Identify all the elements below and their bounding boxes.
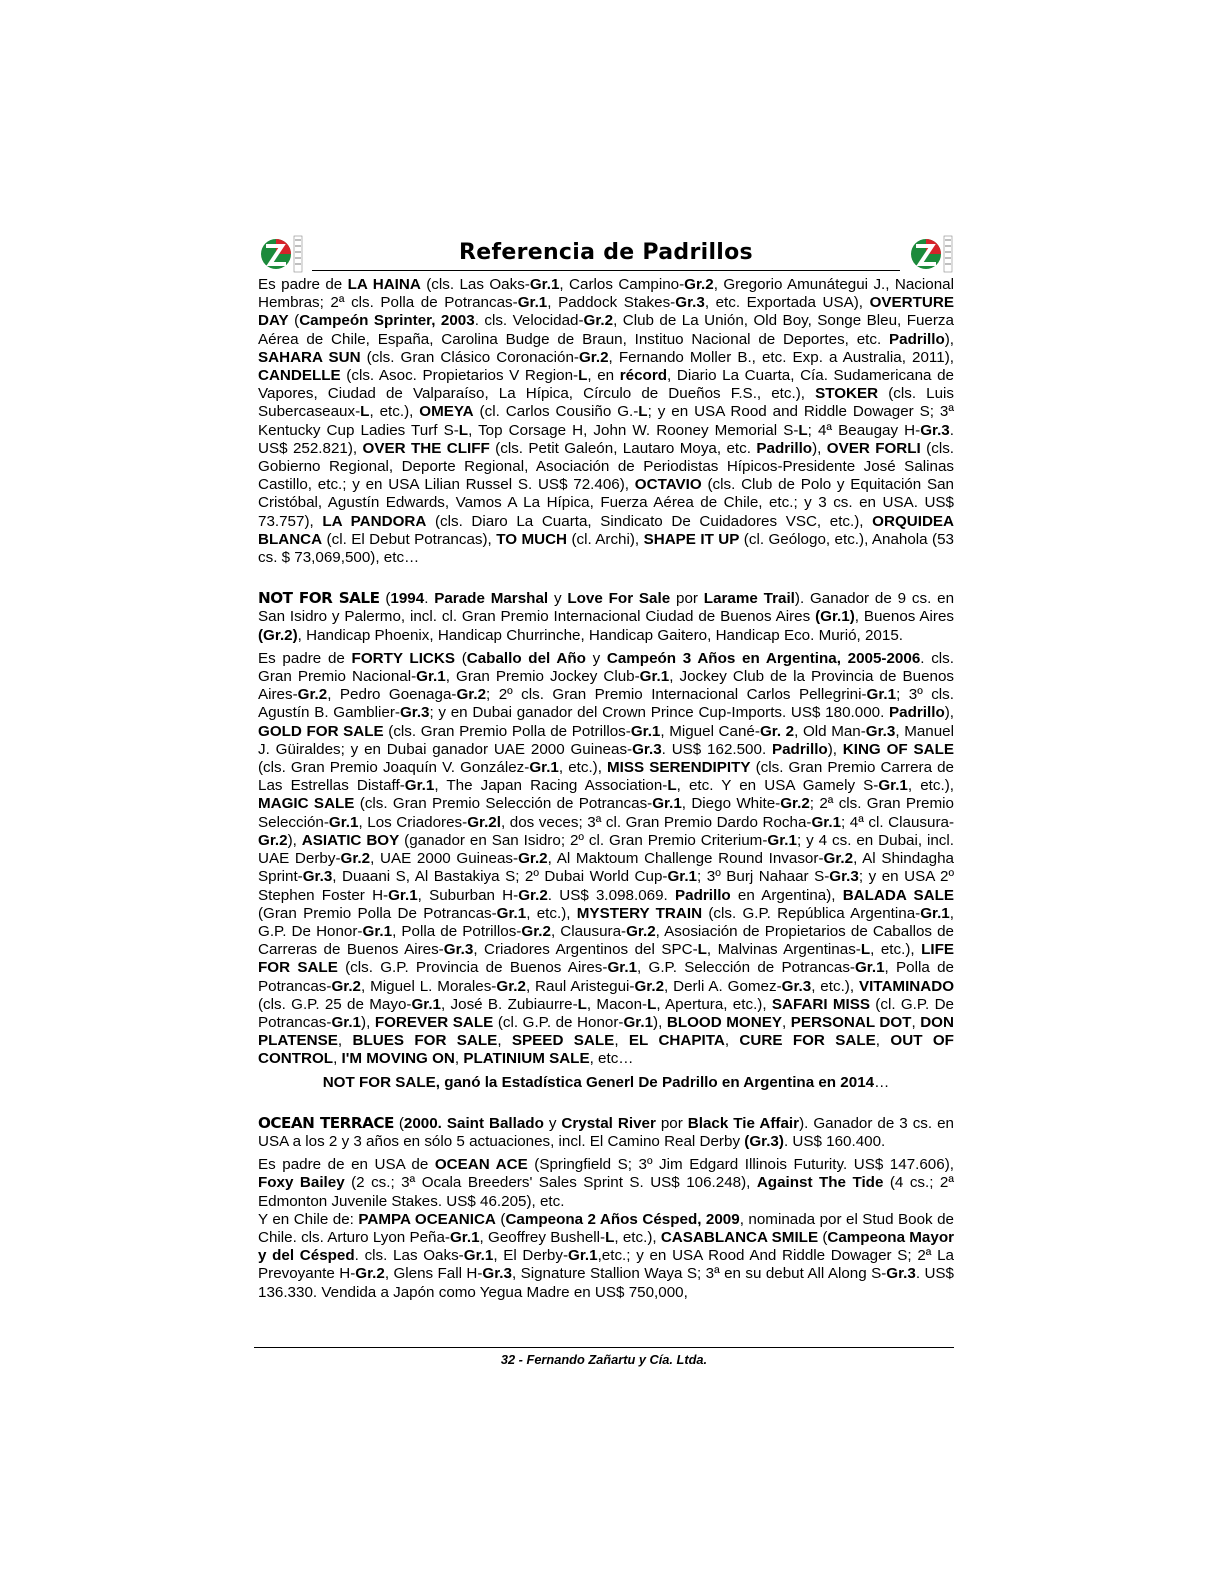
- text-run: Y en Chile de:: [258, 1210, 359, 1228]
- bold-text: (Gr.1): [815, 608, 855, 626]
- bold-text: MYSTERY TRAIN: [576, 904, 703, 922]
- text-run: ; 3º cls. Agustín B. Gamblier-: [258, 686, 954, 722]
- bold-text: BLOOD MONEY: [666, 1013, 782, 1031]
- text-run: (cls. Gran Clásico Coronación-: [360, 348, 579, 366]
- text-run: , Jockey Club de la Provincia de Buenos Aires-: [258, 668, 955, 704]
- bold-text: TO MUCH: [496, 530, 568, 548]
- text-run: , Geoffrey Bushell-: [479, 1228, 606, 1246]
- bold-text: Gr.2: [578, 348, 609, 366]
- bold-text: Gr.3: [675, 294, 705, 312]
- bold-text: Padrillo: [771, 740, 828, 758]
- bold-text: Gr.1: [388, 886, 418, 904]
- bold-text: Gr.3: [886, 1265, 916, 1283]
- text-run: (cls. Luis Subercaseaux-: [258, 385, 955, 421]
- bold-text: OUT OF CONTROL: [258, 1032, 954, 1068]
- bold-text: MAGIC SALE: [258, 795, 355, 813]
- paragraph: [258, 589, 954, 645]
- text-run: (cls. Gran Premio Joaquín V. González-: [258, 759, 530, 777]
- bold-text: Gr.1: [449, 1228, 480, 1246]
- text-run: , Gran Premio Jockey Club-: [445, 668, 640, 686]
- text-run: (4 cs.; 2ª Edmonton Juvenile Stakes. US$ 46.205), etc.: [258, 1174, 954, 1210]
- text-run: ,etc.; y en USA Rood And Riddle Dowager S; 2ª La Prevoyante H-: [258, 1247, 954, 1283]
- text-run: , nominada por el Stud Book de Chile. cls. Arturo Lyon Peña-: [258, 1210, 954, 1246]
- bold-text: Campeona 2 Años Césped, 2009: [505, 1210, 740, 1228]
- bold-text: Padrillo: [889, 330, 945, 348]
- bold-text: Gr.3: [302, 868, 333, 886]
- bold-text: Parade Marshal: [434, 590, 549, 608]
- text-run: (cls. Gran Premio Carrera de Las Estrellas Distaff-: [258, 759, 954, 795]
- bold-text: OMEYA: [419, 403, 474, 421]
- bold-text: Gr.1: [667, 868, 698, 886]
- text-run: , Clausura-: [550, 922, 627, 940]
- bold-text: Gr.1: [607, 959, 638, 977]
- bold-text: Gr.2: [340, 850, 371, 868]
- text-run: (Springfield S; 3º Jim Edgard Illinois Futurity. US$ 147.606),: [527, 1156, 954, 1174]
- text-run: (cls. Asoc. Propietarios V Region-: [340, 367, 579, 385]
- text-run: ),: [287, 831, 302, 849]
- text-run: (cls. G.P. 25 de Mayo-: [258, 995, 412, 1013]
- bold-text: Gr.1: [878, 777, 908, 795]
- text-run: . US$ 252.821),: [258, 421, 954, 457]
- text-run: y: [543, 1114, 562, 1132]
- text-run: ,: [337, 1032, 353, 1050]
- bold-text: SAHARA SUN: [258, 348, 361, 366]
- bold-text: Gr.2: [297, 686, 328, 704]
- bold-text: Campeón 3 Años en Argentina, 2005-2006: [606, 649, 921, 667]
- bold-text: Gr.3: [632, 740, 662, 758]
- bold-text: Black Tie Affair: [687, 1114, 800, 1132]
- text-run: (cl. G.P. de Honor-: [493, 1013, 624, 1031]
- text-run: ; y 4 cs. en Dubai, incl. UAE Derby-: [258, 831, 954, 868]
- bold-text: Gr.1: [404, 777, 435, 795]
- text-run: , Malvinas Argentinas-: [706, 941, 861, 959]
- text-run: . cls. Velocidad-: [474, 312, 584, 330]
- title-underline: [312, 270, 900, 271]
- text-run: , etc.),: [369, 403, 420, 421]
- text-run: , Al Shindagha Sprint-: [258, 850, 954, 886]
- text-run: , Macon-: [586, 995, 648, 1013]
- bold-text: BLUES FOR SALE: [352, 1032, 498, 1050]
- footer-rule: [254, 1347, 954, 1348]
- text-run: ),: [361, 1013, 375, 1031]
- text-run: , en: [587, 367, 620, 385]
- bold-text: GOLD FOR SALE: [258, 722, 384, 740]
- text-run: ),: [812, 439, 827, 457]
- text-run: (: [495, 1210, 506, 1228]
- text-run: , UAE 2000 Guineas-: [370, 850, 519, 868]
- text-run: ). Ganador de 3 cs. en USA a los 2 y 3 años en sólo 5 actuaciones, incl. El Camino Real Derby: [258, 1114, 954, 1150]
- bold-text: FOREVER SALE: [374, 1013, 494, 1031]
- bold-text: L: [458, 421, 469, 439]
- text-run: , Fernando Moller B., etc. Exp. a Australia, 2011),: [608, 348, 954, 366]
- text-run: , Pedro Goenaga-: [327, 686, 457, 704]
- text-run: (cl. El Debut Potrancas),: [322, 530, 497, 548]
- bold-text: Padrillo: [675, 886, 731, 904]
- bold-text: Gr.1: [652, 795, 682, 813]
- bold-text: Gr.2: [331, 977, 362, 995]
- bold-text: 2000. Saint Ballado: [403, 1114, 544, 1132]
- bold-text: SPEED SALE: [511, 1032, 615, 1050]
- bold-text: LA HAINA: [347, 276, 421, 293]
- text-run: (cl. G.P. De Potrancas-: [258, 995, 954, 1031]
- bold-text: OVER FORLI: [826, 439, 921, 457]
- text-run: ,: [781, 1013, 791, 1031]
- text-run: (cls. Diaro La Cuarta, Sindicato De Cuidadores VSC, etc.),: [426, 512, 873, 530]
- text-run: , Asosiación de Propietarios de Caballos de Carreras de Buenos Aires-: [258, 922, 954, 959]
- text-run: , etc.),: [558, 759, 608, 777]
- bold-text: EL CHAPITA: [628, 1032, 725, 1050]
- text-run: (cls. Gran Premio Polla de Potrillos-: [383, 722, 631, 740]
- bold-text: Gr.2: [583, 312, 614, 330]
- text-run: y: [585, 649, 607, 667]
- bold-text: Gr.1: [328, 813, 359, 831]
- haras-logo-icon: [908, 234, 954, 274]
- text-run: por: [670, 590, 704, 608]
- bold-text: Gr.3: [482, 1265, 512, 1283]
- text-run: , Polla de Potrillos-: [392, 922, 522, 940]
- text-run: Es padre de en USA de: [258, 1156, 435, 1174]
- text-run: , etc.),: [870, 941, 922, 959]
- text-run: , G.P. De Honor-: [258, 904, 954, 940]
- bold-text: VITAMINADO: [858, 977, 955, 995]
- bold-text: Gr. 2: [759, 722, 795, 740]
- paragraph: [258, 1114, 954, 1151]
- text-run: ,: [875, 1032, 891, 1050]
- bold-text: OCEAN ACE: [434, 1156, 528, 1174]
- text-run: , dos veces; 3ª cl. Gran Premio Dardo Rocha-: [500, 813, 812, 831]
- bold-text: Gr.3: [865, 722, 896, 740]
- text-run: …: [874, 1073, 890, 1091]
- bold-text: L: [647, 995, 657, 1013]
- bold-text: Gr.2: [456, 686, 487, 704]
- bold-text: Gr.2: [634, 977, 665, 995]
- bold-text: Gr.2: [780, 795, 810, 813]
- text-run: , Diego White-: [681, 795, 781, 813]
- bold-text: LIFE FOR SALE: [258, 941, 954, 977]
- bold-text: L: [577, 995, 587, 1013]
- text-run: en Argentina),: [730, 886, 843, 904]
- bold-text: Gr.2: [823, 850, 854, 868]
- text-run: , Derli A. Gomez-: [664, 977, 782, 995]
- text-run: . US$ 160.400.: [783, 1132, 886, 1150]
- stallion-heading: OCEAN TERRACE: [258, 1113, 394, 1132]
- bold-text: Gr.2: [258, 831, 288, 849]
- text-run: , Apertura, etc.),: [656, 995, 772, 1013]
- bold-text: L: [798, 421, 808, 439]
- bold-text: Padrillo: [889, 704, 945, 722]
- bold-text: Gr.2: [626, 922, 656, 940]
- bold-text: CURE FOR SALE: [739, 1032, 876, 1050]
- bold-text: L: [860, 941, 871, 959]
- text-run: , Duaani S, Al Bastakiya S; 2º Dubai World Cup-: [332, 868, 668, 886]
- bold-text: Gr.1: [767, 831, 797, 849]
- text-run: , Suburban H-: [417, 886, 519, 904]
- text-run: , Old Man-: [794, 722, 866, 740]
- text-run: ; 3º Burj Nahaar S-: [697, 868, 830, 886]
- bold-text: Gr.1: [416, 668, 446, 686]
- paragraph: [258, 276, 954, 567]
- bold-text: ORQUIDEA BLANCA: [258, 512, 955, 548]
- text-run: , Club de La Unión, Old Boy, Songe Bleu, Fuerza Aérea de Chile, España, Carolina Budge de Braun, Instituo Nacional de Deportes, etc.: [258, 312, 954, 348]
- bold-text: NOT FOR SALE, ganó la Estadística Generl De Padrillo en Argentina en 2014: [322, 1073, 875, 1091]
- text-run: , Paddock Stakes-: [547, 294, 676, 312]
- text-run: ; y en USA 2º Stephen Foster H-: [258, 868, 954, 904]
- text-run: ,: [724, 1032, 740, 1050]
- text-run: (cls. Club de Polo y Equitación San Cristóbal, Agustín Edwards, Vamos A La Hípica, Fuerza Aérea de Chile, etc.; y 3 cs. en USA. US$ 73.757),: [258, 476, 954, 530]
- bold-text: Gr.1: [411, 995, 442, 1013]
- bold-text: Gr.2: [518, 886, 548, 904]
- bold-text: Gr.1: [568, 1247, 598, 1265]
- text-run: Es padre de: [258, 649, 352, 667]
- text-run: , Miguel L. Morales-: [361, 977, 497, 995]
- text-run: (cls. G.P. República Argentina-: [702, 904, 921, 922]
- bold-text: SAFARI MISS: [771, 995, 870, 1013]
- text-run: ,: [497, 1032, 512, 1050]
- text-run: (: [818, 1228, 828, 1246]
- bold-text: Gr.1: [362, 922, 393, 940]
- bold-text: PLATINIUM SALE: [463, 1050, 590, 1068]
- bold-text: SHAPE IT UP: [643, 530, 740, 548]
- bold-text: DON PLATENSE: [258, 1013, 954, 1050]
- text-run: ; y en Dubai ganador del Crown Prince Cup-Imports. US$ 180.000.: [429, 704, 890, 722]
- page-footer: 32 - Fernando Zañartu y Cía. Ltda.: [500, 1352, 708, 1367]
- text-run: (: [393, 1114, 404, 1132]
- text-run: , etc.),: [811, 977, 859, 995]
- text-run: ,: [911, 1013, 921, 1031]
- paragraph: [258, 1211, 954, 1302]
- bold-text: Gr.1: [811, 813, 842, 831]
- text-run: ,: [333, 1050, 342, 1068]
- bold-text: Gr.2: [496, 977, 526, 995]
- text-run: , Diario La Cuarta, Cía. Sudamericana de Vapores, Ciudad de Valparaíso, La Hípica, Círculo de Dueños F.S., etc.),: [258, 367, 954, 403]
- text-run: , etc. Y en USA Gamely S-: [676, 777, 879, 795]
- bold-text: Gr.2: [518, 850, 548, 868]
- text-run: y: [548, 590, 568, 608]
- text-run: . US$ 162.500.: [661, 740, 772, 758]
- bold-text: STOKER: [815, 385, 879, 403]
- bold-text: OVERTURE DAY: [258, 294, 954, 330]
- text-run: , Polla de Potrancas-: [258, 959, 954, 995]
- bold-text: BALADA SALE: [842, 886, 954, 904]
- page-header: [258, 232, 954, 274]
- bold-text: 1994: [390, 590, 425, 608]
- bold-text: OCTAVIO: [634, 476, 702, 494]
- text-run: por: [655, 1114, 688, 1132]
- bold-text: Gr.1: [496, 904, 527, 922]
- bold-text: PERSONAL DOT: [790, 1013, 912, 1031]
- bold-text: I'M MOVING ON: [341, 1050, 455, 1068]
- text-run: (2 cs.; 3ª Ocala Breeders' Sales Sprint S. US$ 106.248),: [344, 1174, 757, 1192]
- bold-text: Gr.1: [623, 1013, 654, 1031]
- text-run: (cl. Geólogo, etc.), Anahola (53 cs. $ 73,069,500), etc…: [258, 530, 954, 567]
- text-run: ),: [827, 740, 843, 758]
- bold-text: Gr.1: [517, 294, 548, 312]
- text-run: , etc.),: [907, 777, 954, 795]
- text-run: , etc…: [589, 1050, 634, 1068]
- paragraph: [258, 650, 954, 1069]
- bold-text: Campeona Mayor y del Césped: [258, 1228, 955, 1265]
- text-run: (cls. G.P. Provincia de Buenos Aires-: [337, 959, 608, 977]
- text-run: Es padre de: [258, 276, 348, 293]
- text-run: , Raul Aristegui-: [525, 977, 635, 995]
- text-run: . US$ 3.098.069.: [547, 886, 675, 904]
- text-run: , Signature Stallion Waya S; 3ª en su debut All Along S-: [511, 1265, 887, 1283]
- bold-text: Against The Tide: [756, 1174, 884, 1192]
- text-run: (: [455, 649, 467, 667]
- bold-text: L: [667, 777, 677, 795]
- text-run: (Gran Premio Polla De Potrancas-: [258, 904, 497, 922]
- text-run: ; 2º cls. Gran Premio Internacional Carlos Pellegrini-: [486, 686, 867, 704]
- text-run: (cls. Gobierno Regional, Deporte Regional, Asociación de Periodistas Hípicos-Presidente José Salinas Castillo, etc.; y en USA Lilian Russel S. US$ 72.406),: [258, 439, 955, 494]
- text-run: (cl. Carlos Cousiño G.-: [473, 403, 639, 421]
- text-run: ,: [614, 1032, 629, 1050]
- bold-text: LA PANDORA: [322, 512, 427, 530]
- text-run: . cls. Gran Premio Nacional-: [258, 649, 954, 686]
- text-run: (cls. Las Oaks-: [420, 276, 530, 293]
- bold-text: OVER THE CLIFF: [362, 439, 490, 457]
- text-run: (cl. Archi),: [567, 530, 644, 548]
- bold-text: Gr.1: [529, 759, 559, 777]
- bold-text: Padrillo: [756, 439, 813, 457]
- bold-text: Campeón Sprinter, 2003: [299, 312, 475, 330]
- text-run: , G.P. Selección de Potrancas-: [637, 959, 855, 977]
- paragraph: [258, 1074, 954, 1092]
- bold-text: (Gr.3): [744, 1132, 784, 1150]
- bold-text: L: [360, 403, 370, 421]
- text-run: , Criadores Argentinos del SPC-: [473, 941, 698, 959]
- text-run: ),: [944, 330, 954, 348]
- bold-text: Gr.3: [781, 977, 812, 995]
- text-run: . US$ 136.330. Vendida a Japón como Yegua Madre en US$ 750,000,: [258, 1265, 955, 1301]
- text-run: , Gregorio Amunátegui J., Nacional Hembras; 2ª cls. Polla de Potrancas-: [258, 276, 954, 312]
- bold-text: Gr.2: [684, 276, 714, 293]
- text-run: ). Ganador de 9 cs. en San Isidro y Palermo, incl. cl. Gran Premio Internacional Ciudad de Buenos Aires: [258, 590, 955, 626]
- bold-text: Gr.2: [521, 922, 551, 940]
- bold-text: L: [578, 367, 588, 385]
- bold-text: CANDELLE: [258, 367, 341, 385]
- text-run: , etc.),: [526, 904, 577, 922]
- page-body: [258, 276, 954, 1302]
- text-run: ; 2ª cls. Gran Premio Selección-: [258, 795, 954, 831]
- bold-text: Gr.3: [443, 941, 474, 959]
- bold-text: Gr.1: [920, 904, 950, 922]
- bold-text: L: [697, 941, 707, 959]
- text-run: , Handicap Phoenix, Handicap Churrinche, Handicap Gaitero, Handicap Eco. Murió, 2015.: [297, 626, 903, 644]
- bold-text: Gr.3: [829, 868, 859, 886]
- text-run: (: [288, 312, 300, 330]
- bold-text: récord: [619, 367, 668, 385]
- text-run: , José B. Zubiaurre-: [441, 995, 578, 1013]
- bold-text: Gr.3: [920, 421, 950, 439]
- bold-text: Caballo del Año: [466, 649, 586, 667]
- text-run: , Al Maktoum Challenge Round Invasor-: [547, 850, 824, 868]
- bold-text: Gr.1: [866, 686, 897, 704]
- text-run: , Glens Fall H-: [384, 1265, 483, 1283]
- text-run: ,: [454, 1050, 464, 1068]
- bold-text: L: [638, 403, 648, 421]
- bold-text: Gr.1: [854, 959, 885, 977]
- bold-text: Gr.1: [463, 1247, 494, 1265]
- bold-text: Gr.2: [355, 1265, 385, 1283]
- bold-text: Gr.1: [331, 1013, 362, 1031]
- bold-text: Crystal River: [561, 1114, 656, 1132]
- text-run: ),: [944, 704, 954, 722]
- text-run: .: [424, 590, 435, 608]
- text-run: , Buenos Aires: [854, 608, 954, 626]
- bold-text: KING OF SALE: [842, 740, 954, 758]
- bold-text: FORTY LICKS: [351, 649, 455, 667]
- text-run: ; 4ª cl. Clausura-: [841, 813, 955, 831]
- text-run: , El Derby-: [493, 1247, 569, 1265]
- text-run: , Los Criadores-: [358, 813, 468, 831]
- bold-text: Love For Sale: [567, 590, 671, 608]
- bold-text: Foxy Bailey: [258, 1174, 345, 1192]
- text-run: , Miguel Cané-: [660, 722, 760, 740]
- bold-text: Gr.1: [630, 722, 661, 740]
- bold-text: ASIATIC BOY: [301, 831, 400, 849]
- bold-text: Gr.1: [639, 668, 670, 686]
- text-run: , etc.),: [614, 1228, 661, 1246]
- stallion-heading: NOT FOR SALE: [258, 589, 380, 608]
- text-run: (cls. Petit Galeón, Lautaro Moya, etc.: [489, 439, 757, 457]
- bold-text: Larame Trail: [703, 590, 795, 608]
- text-run: (: [379, 590, 391, 608]
- text-run: , Manuel J. Güiraldes; y en Dubai ganador UAE 2000 Guineas-: [258, 722, 955, 758]
- text-run: (ganador en San Isidro; 2º cl. Gran Premio Criterium-: [399, 831, 768, 849]
- text-run: , etc. Exportada USA),: [704, 294, 870, 312]
- text-run: , Top Corsage H, John W. Rooney Memorial S-: [468, 421, 799, 439]
- text-run: , Carlos Campino-: [559, 276, 685, 293]
- bold-text: MISS SERENDIPITY: [607, 759, 751, 777]
- paragraph: [258, 1156, 954, 1211]
- text-run: , The Japan Racing Association-: [434, 777, 668, 795]
- text-run: ),: [653, 1013, 667, 1031]
- bold-text: CASABLANCA SMILE: [660, 1228, 819, 1246]
- bold-text: L: [605, 1228, 615, 1246]
- text-run: . cls. Las Oaks-: [354, 1247, 464, 1265]
- bold-text: (Gr.2): [258, 626, 298, 644]
- text-run: ; 4ª Beaugay H-: [807, 421, 921, 439]
- text-run: ; y en USA Rood and Riddle Dowager S; 3ª Kentucky Cup Ladies Turf S-: [258, 403, 954, 439]
- bold-text: Gr.1: [529, 276, 560, 293]
- page-title: Referencia de Padrillos: [459, 240, 753, 265]
- bold-text: Gr.3: [399, 704, 430, 722]
- text-run: (cls. Gran Premio Selección de Potrancas-: [354, 795, 653, 813]
- bold-text: PAMPA OCEANICA: [358, 1210, 496, 1228]
- bold-text: Gr.2l: [467, 813, 501, 831]
